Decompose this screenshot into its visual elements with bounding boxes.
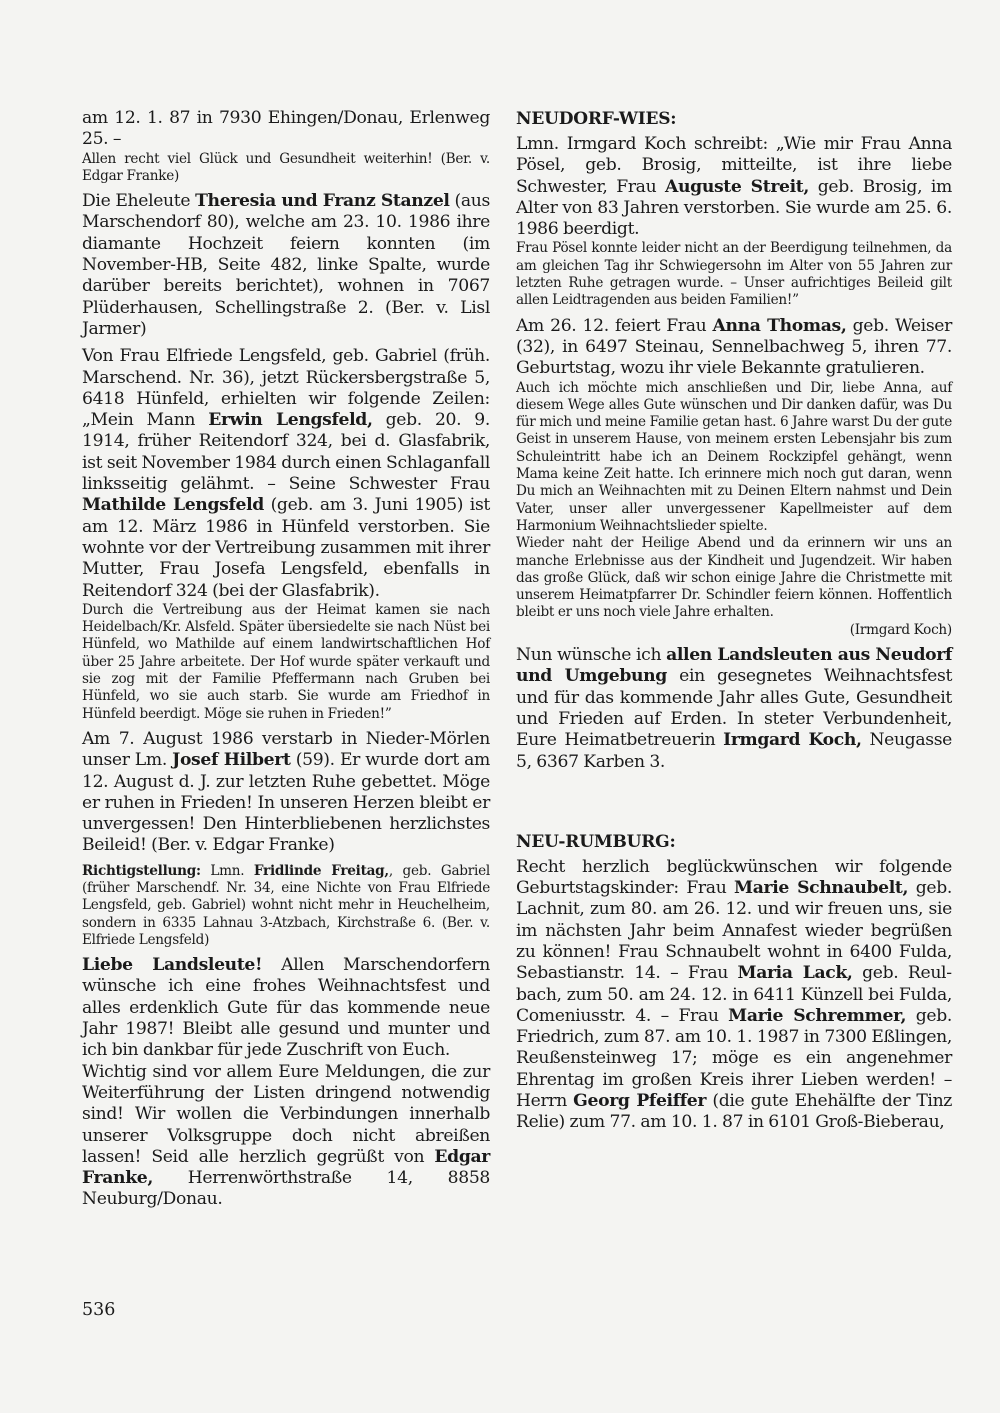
- page-number: 536: [82, 1300, 116, 1320]
- text-run: geb. Lachnit, zum 80. am 26. 12. und wir freuen uns, sie im nächsten Jahr beim Annafest wieder begrüßen zu können! Frau Schnaubelt wohnt in 6400 Fulda, Sebastianstr. 14. – Frau: [516, 878, 953, 984]
- text-run: Nun wünsche ich: [516, 645, 667, 666]
- emphasized-name: Marie Schnaubelt,: [734, 878, 909, 899]
- emphasized-name: Maria Lack,: [737, 963, 853, 984]
- paragraph: [82, 108, 490, 151]
- text-run: geb. 20. 9. 1914, früher Reitendorf 324, bei d. Glasfabrik, ist seit November 1984 durch einen Schlaganfall linksseitig gelähmt. – Seine Schwester Frau: [82, 410, 490, 495]
- text-run: Neugasse 5, 6367 Karben 3.: [516, 730, 952, 772]
- text-run: Frau Pösel konnte leider nicht an der Beerdigung teilnehmen, da am gleichen Tag ihr Schwiegersohn im Alter von 55 Jahren zur letzten Ruhe getragen wurde. – Unser aufrichtiges Beileid gilt allen Leidtragenden aus beiden Familien!”: [516, 240, 952, 309]
- emphasized-name: allen Landsleuten aus Neudorf und Umgebung: [516, 645, 952, 687]
- paragraph: [82, 1062, 490, 1211]
- text-run: Am 7. August 1986 verstarb in Nieder-Mörlen unser Lm.: [82, 728, 490, 771]
- paragraph: [82, 151, 490, 186]
- paragraph: [82, 191, 490, 340]
- text-run: Wieder naht der Heilige Abend und da erinnern wir uns an manche Erlebnisse aus der Kindheit und Jugendzeit. Wir haben das große Glück, daß wir schon einige Jahre die Christmette mit unserem Heimatpfarrer Dr. Schindler feiern können. Hoffentlich bleibt er uns noch viele Jahre erhalten.: [516, 535, 952, 621]
- text-run: geb. Reulbach, zum 50. am 24. 12. in 6411 Künzell bei Fulda, Comeniusstr. 4. – Frau: [516, 963, 952, 1026]
- text-run: geb. Friedrich, zum 87. am 10. 1. 1987 in 7300 Eßlingen, Reußensteinweg 17; möge es ein angenehmer Ehrentag im großen Kreis ihrer Lieben werden! – Herrn: [516, 1005, 952, 1112]
- text-run: Durch die Vertreibung aus der Heimat kamen sie nach Heidelbach/Kr. Alsfeld. Später übersiedelte sie nach Nüst bei Hünfeld, wo Mathilde auf einem landwirtschaftlichen Hof über 25 Jahre arbeitete. Der Hof wurde später verkauft und sie zog mit der Familie Pfeffermann nach Gruben bei Hünfeld, wo sie auch starb. Sie wurde am Friedhof in Hünfeld beerdigt. Möge sie ruhen in Frieden!”: [82, 601, 490, 722]
- paragraph: [82, 346, 490, 602]
- paragraph: [516, 316, 952, 380]
- paragraph: [82, 863, 490, 949]
- emphasized-name: Edgar Franke,: [82, 1146, 490, 1189]
- text-run: Recht herzlich beglückwünschen wir folgende Geburtstagskinder: Frau: [516, 856, 952, 899]
- text-run: ein gesegnetes Weihnachtsfest und für das kommende Jahr alles Gute, Gesundheit und Frieden auf Erden. In steter Verbundenheit, Eure Heimatbetreuerin: [516, 666, 953, 751]
- text-run: (die gute Ehehälfte der Tinz Relie) zum 77. am 10. 1. 87 in 6101 Groß-Bieberau,: [516, 1091, 953, 1133]
- right-column: [516, 108, 952, 1134]
- paragraph: [82, 602, 490, 723]
- text-run: geb. Brosig, im Alter von 83 Jahren verstorben. Sie wurde am 25. 6. 1986 beerdigt.: [516, 176, 952, 240]
- text-run: , geb. Gabriel (früher Marschendf. Nr. 34, eine Nichte von Frau Elfriede Lengsfeld, geb. Gabriel) wohnt nicht mehr in Heuchelheim, sondern in 6335 Lahnau 3-Atzbach, Kirchstraße 6. (Ber. v. Elfriede Lengsfeld): [82, 862, 490, 948]
- paragraph: [516, 134, 952, 240]
- text-run: Lmn. Irmgard Koch schreibt: „Wie mir Frau Anna Pösel, geb. Brosig, mitteilte, ist ihre liebe Schwester, Frau: [516, 134, 952, 197]
- paragraph: [82, 729, 490, 857]
- paragraph: [516, 645, 952, 773]
- emphasized-name: Theresia und Franz Stanzel: [195, 191, 450, 212]
- text-run: Von Frau Elfriede Lengsfeld, geb. Gabriel (früh. Marschend. Nr. 36), jetzt Rückersbergstraße 5, 6418 Hünfeld, erhielten wir folgende Zeilen: „Mein Mann: [82, 346, 490, 431]
- text-run: (59). Er wurde dort am 12. August d. J. zur letzten Ruhe gebettet. Möge er ruhen in Frieden! In unseren Herzen bleibt er unvergessen! Den Hinterbliebenen herzlichstes Beileid! (Ber. v. Edgar Franke): [82, 750, 491, 856]
- text-run: Am 26. 12. feiert Frau: [516, 315, 713, 336]
- section-heading: NEU-RUMBURG:: [516, 831, 676, 852]
- emphasized-name: Fridlinde Freitag,: [253, 862, 389, 879]
- text-run: am 12. 1. 87 in 7930 Ehingen/Donau, Erlenweg 25. –: [82, 108, 490, 150]
- emphasized-name: Richtigstellung:: [82, 862, 201, 879]
- text-run: Herrenwörthstraße 14, 8858 Neuburg/Donau.: [82, 1168, 490, 1210]
- text-run: (Irmgard Koch): [849, 621, 952, 638]
- left-column: [82, 108, 490, 1211]
- emphasized-name: Liebe Landsleute!: [82, 955, 263, 976]
- text-run: Allen Marschendorfern wünsche ich eine frohes Weihnachtsfest und alles erdenklich Gute für das kommende neue Jahr 1987! Bleibt alle gesund und munter und ich bin dankbar für jede Zuschrift von Euch.: [82, 955, 491, 1061]
- paragraph: [516, 240, 952, 309]
- emphasized-name: Marie Schremmer,: [728, 1005, 907, 1026]
- text-run: (geb. am 3. Juni 1905) ist am 12. März 1986 in Hünfeld verstorben. Sie wohnte vor der Vertreibung zusammen mit ihrer Mutter, Frau Josefa Lengsfeld, ebenfalls in Reitendorf 324 (bei der Glasfabrik).: [82, 495, 490, 601]
- section-heading: NEUDORF-WIES:: [516, 109, 677, 129]
- paragraph: [516, 857, 952, 1134]
- text-run: (aus Marschendorf 80), welche am 23. 10. 1986 ihre diamante Hochzeit feiern konnten (im November-HB, Seite 482, linke Spalte, wurde darüber bereits berichtet), wohnen in 7067 Plüderhausen, Schellingstraße 2. (Ber. v. Lisl Jarmer): [82, 191, 490, 339]
- emphasized-name: Anna Thomas,: [712, 315, 847, 336]
- text-run: Auch ich möchte mich anschließen und Dir, liebe Anna, auf diesem Wege alles Gute wünschen und Dir danken dafür, was Du für mich und meine Familie getan hast. 6 Jahre warst Du der gute Geist in unserem Hause, von meinem ersten Lebensjahr bis zum Schuleintritt habe ich an Deinem Rockzipfel gehängt, wenn Mama keine Zeit hatte. Ich erinnere mich noch gut daran, wenn Du mich an Weihnachten mit zu Deinen Eltern nahmst und Dein Vater, unser aller unvergessener Kapellmeister auf dem Harmonium Weihnachtslieder spielte.: [516, 379, 952, 534]
- paragraph: [516, 380, 952, 536]
- emphasized-name: Georg Pfeiffer: [573, 1091, 707, 1112]
- emphasized-name: Mathilde Lengsfeld: [82, 495, 264, 516]
- emphasized-name: Auguste Streit,: [665, 176, 810, 197]
- text-run: geb. Weiser (32), in 6497 Steinau, Sennelbachweg 5, ihren 77. Geburtstag, wozu ihr viele Bekannte gratulieren.: [516, 315, 952, 379]
- signature: [516, 622, 952, 639]
- text-run: Wichtig sind vor allem Eure Meldungen, die zur Weiterführung der Listen dringend notwendig sind! Wir wollen die Verbindungen innerhalb unserer Volksgruppe doch nicht abreißen lassen! Seid alle herzlich gegrüßt von: [82, 1061, 490, 1167]
- text-run: Die Eheleute: [82, 191, 196, 212]
- emphasized-name: Irmgard Koch,: [723, 730, 862, 751]
- paragraph: [82, 955, 490, 1061]
- emphasized-name: Josef Hilbert: [172, 750, 291, 771]
- text-run: Lmn.: [200, 862, 254, 879]
- paragraph: [516, 535, 952, 621]
- text-run: Allen recht viel Glück und Gesundheit weiterhin! (Ber. v. Edgar Franke): [82, 150, 490, 184]
- emphasized-name: Erwin Lengsfeld,: [208, 410, 373, 431]
